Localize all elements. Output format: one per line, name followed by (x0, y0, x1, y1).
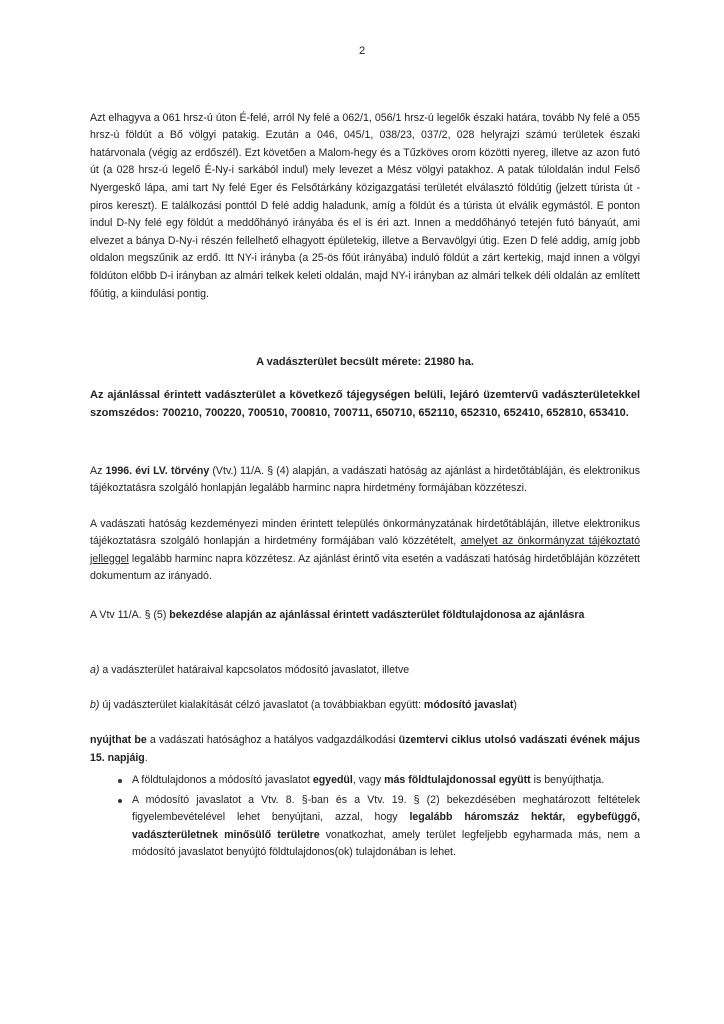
bullet1-text3: is benyújthatja. (530, 774, 605, 786)
bullet-icon (118, 799, 122, 803)
bullet1-text1: A földtulajdonos a módosító javaslatot (132, 774, 313, 786)
publication-after: legalább harminc napra közzétesz. Az ajánlást érintő vita esetén a vadászati hatóság hirdetőbláján közzétett dokumentum az irányadó. (90, 552, 640, 583)
publication-before: A vadászati hatóság kezdeményezi minden érintett település önkormányzatának hirdetőtábláján, illetve elektronikus tájékoztatásra szolgáló honlapján a hirdetmény formájában való közzétételt, (90, 517, 640, 548)
bullet2-text1: A módosító javaslatot a Vtv. 8. §-ban és a Vtv. 19. § (2) bekezdésében meghatározott feltételek figyelembevételével lehet benyújtani, azzal, hogy (132, 793, 640, 824)
publication-underlined: amelyet az önkormányzat tájékoztató jelleggel (90, 535, 640, 565)
bullet1-bold1: egyedül (312, 774, 353, 786)
vtv5-bold: bekezdése alapján az ajánlással érintett vadászterület földtulajdonosa az ajánlásra (169, 608, 585, 621)
boundary-description-paragraph: Azt elhagyva a 061 hrsz-ú úton É-felé, arról Ny felé a 062/1, 056/1 hrsz-ú legelők északi határa, tovább Ny felé a 055 hrsz-ú földút a Bő völgyi patakig. Ezután a 046, 045/1, 038/23, 037/2, 028 helyrajzi számú területek északi határvonala (végig az erdőszél). Ezt követően a Malom-hegy és a Tűzköves orom közötti nyereg, illetve az azon futó út (a 028 hrsz-ú legelő É-Ny-i sarkából indul) mely levezet a Mész völgyi patakhoz. A patak túloldalán indul Felső Nyergeskő lápa, ami tart Ny felé Eger és Felsőtárkány közigazgatási területét elválasztó földútig (jelzett túrista út - piros kereszt). E találkozási ponttól D felé addig haladunk, amíg a földút és a túrista út elválik egymástól. E ponton indul D-Ny felé egy földút a meddőhányó irányába és el is éri azt. Innen a meddőhányó tetején futó bányaút, ami elvezet a bánya D-Ny-i részén fellelhető elhagyott épületekig, illetve a Bervavölgyi útig. Ezen D felé addig, amíg jobb oldalon megszűnik az erdő. Itt NY-i irányba (a 25-ös főút irányába) induló földút a zárt kertekig, majd innen a völgyi földúton előbb D-i irányban az almári telkek keleti oldalán, majd NY-i irányban az almári telkek déli oldalán az említett főútig, a kiindulási pontig. (90, 111, 640, 300)
item-b-end: ) (513, 698, 517, 711)
page-number: 2 (358, 45, 366, 57)
publication-paragraph (90, 516, 640, 586)
item-b-bold: módosító javaslat (423, 698, 514, 711)
item-b (90, 697, 640, 715)
submission-deadline-paragraph (90, 731, 640, 768)
submit-mid: a vadászati hatósághoz a hatályos vadgazdálkodási (146, 733, 399, 746)
estimated-size-line: A vadászterület becsült mérete: 21980 ha. (256, 356, 474, 368)
submit-bold2: üzemtervi ciklus utolsó vadászati évének május 15. napjáig (90, 733, 640, 764)
bullet-icon (118, 779, 122, 783)
item-a-text: a vadászterület határaival kapcsolatos módosító javaslatot, illetve (99, 663, 410, 676)
law-rest: (Vtv.) 11/A. § (4) alapján, a vadászati hatóság az ajánlást a hirdetőtábláján, és elektronikus tájékoztatásra szolgáló honlapján legalább harminc napra hirdetmény formájában közzéteszi. (90, 464, 640, 495)
vtv5-prefix: A Vtv 11/A. § (5) (90, 608, 170, 621)
bullet2-text2: vonatkozhat, amely terület legfeljebb egyharmada más, nem a módosító javaslatot benyújtó földtulajdonos(ok) tulajdonában is lehet. (132, 828, 640, 859)
law-paragraph (90, 463, 640, 498)
item-b-marker: b) (90, 698, 100, 711)
vtv5-paragraph (90, 607, 640, 625)
conditions-list (112, 772, 640, 864)
neighbouring-areas-paragraph: Az ajánlással érintett vadászterület a következő tájegységen belüli, lejáró üzemtervű vadászterületekkel szomszédos: 700210, 700220, 700510, 700810, 700711, 650710, 652110, 652310, 652410, 652810, 653410. (90, 389, 640, 420)
item-b-text: új vadászterület kialakítását célzó javaslatot (a továbbiakban együtt: (99, 698, 424, 711)
submit-bold1: nyújthat be (90, 733, 147, 746)
law-prefix: Az (90, 464, 106, 477)
item-a (90, 662, 640, 680)
bullet2-bold1: legalább háromszáz hektár, egybefüggő, vadászterületnek minősülő területre (132, 811, 641, 841)
bullet1-text2: , vagy (352, 774, 385, 786)
law-title: 1996. évi LV. törvény (105, 464, 210, 477)
item-a-marker: a) (90, 663, 100, 676)
list-item (112, 772, 640, 790)
bullet1-bold2: más földtulajdonossal együtt (384, 774, 531, 786)
submit-end: . (144, 752, 148, 764)
list-item (112, 792, 640, 862)
